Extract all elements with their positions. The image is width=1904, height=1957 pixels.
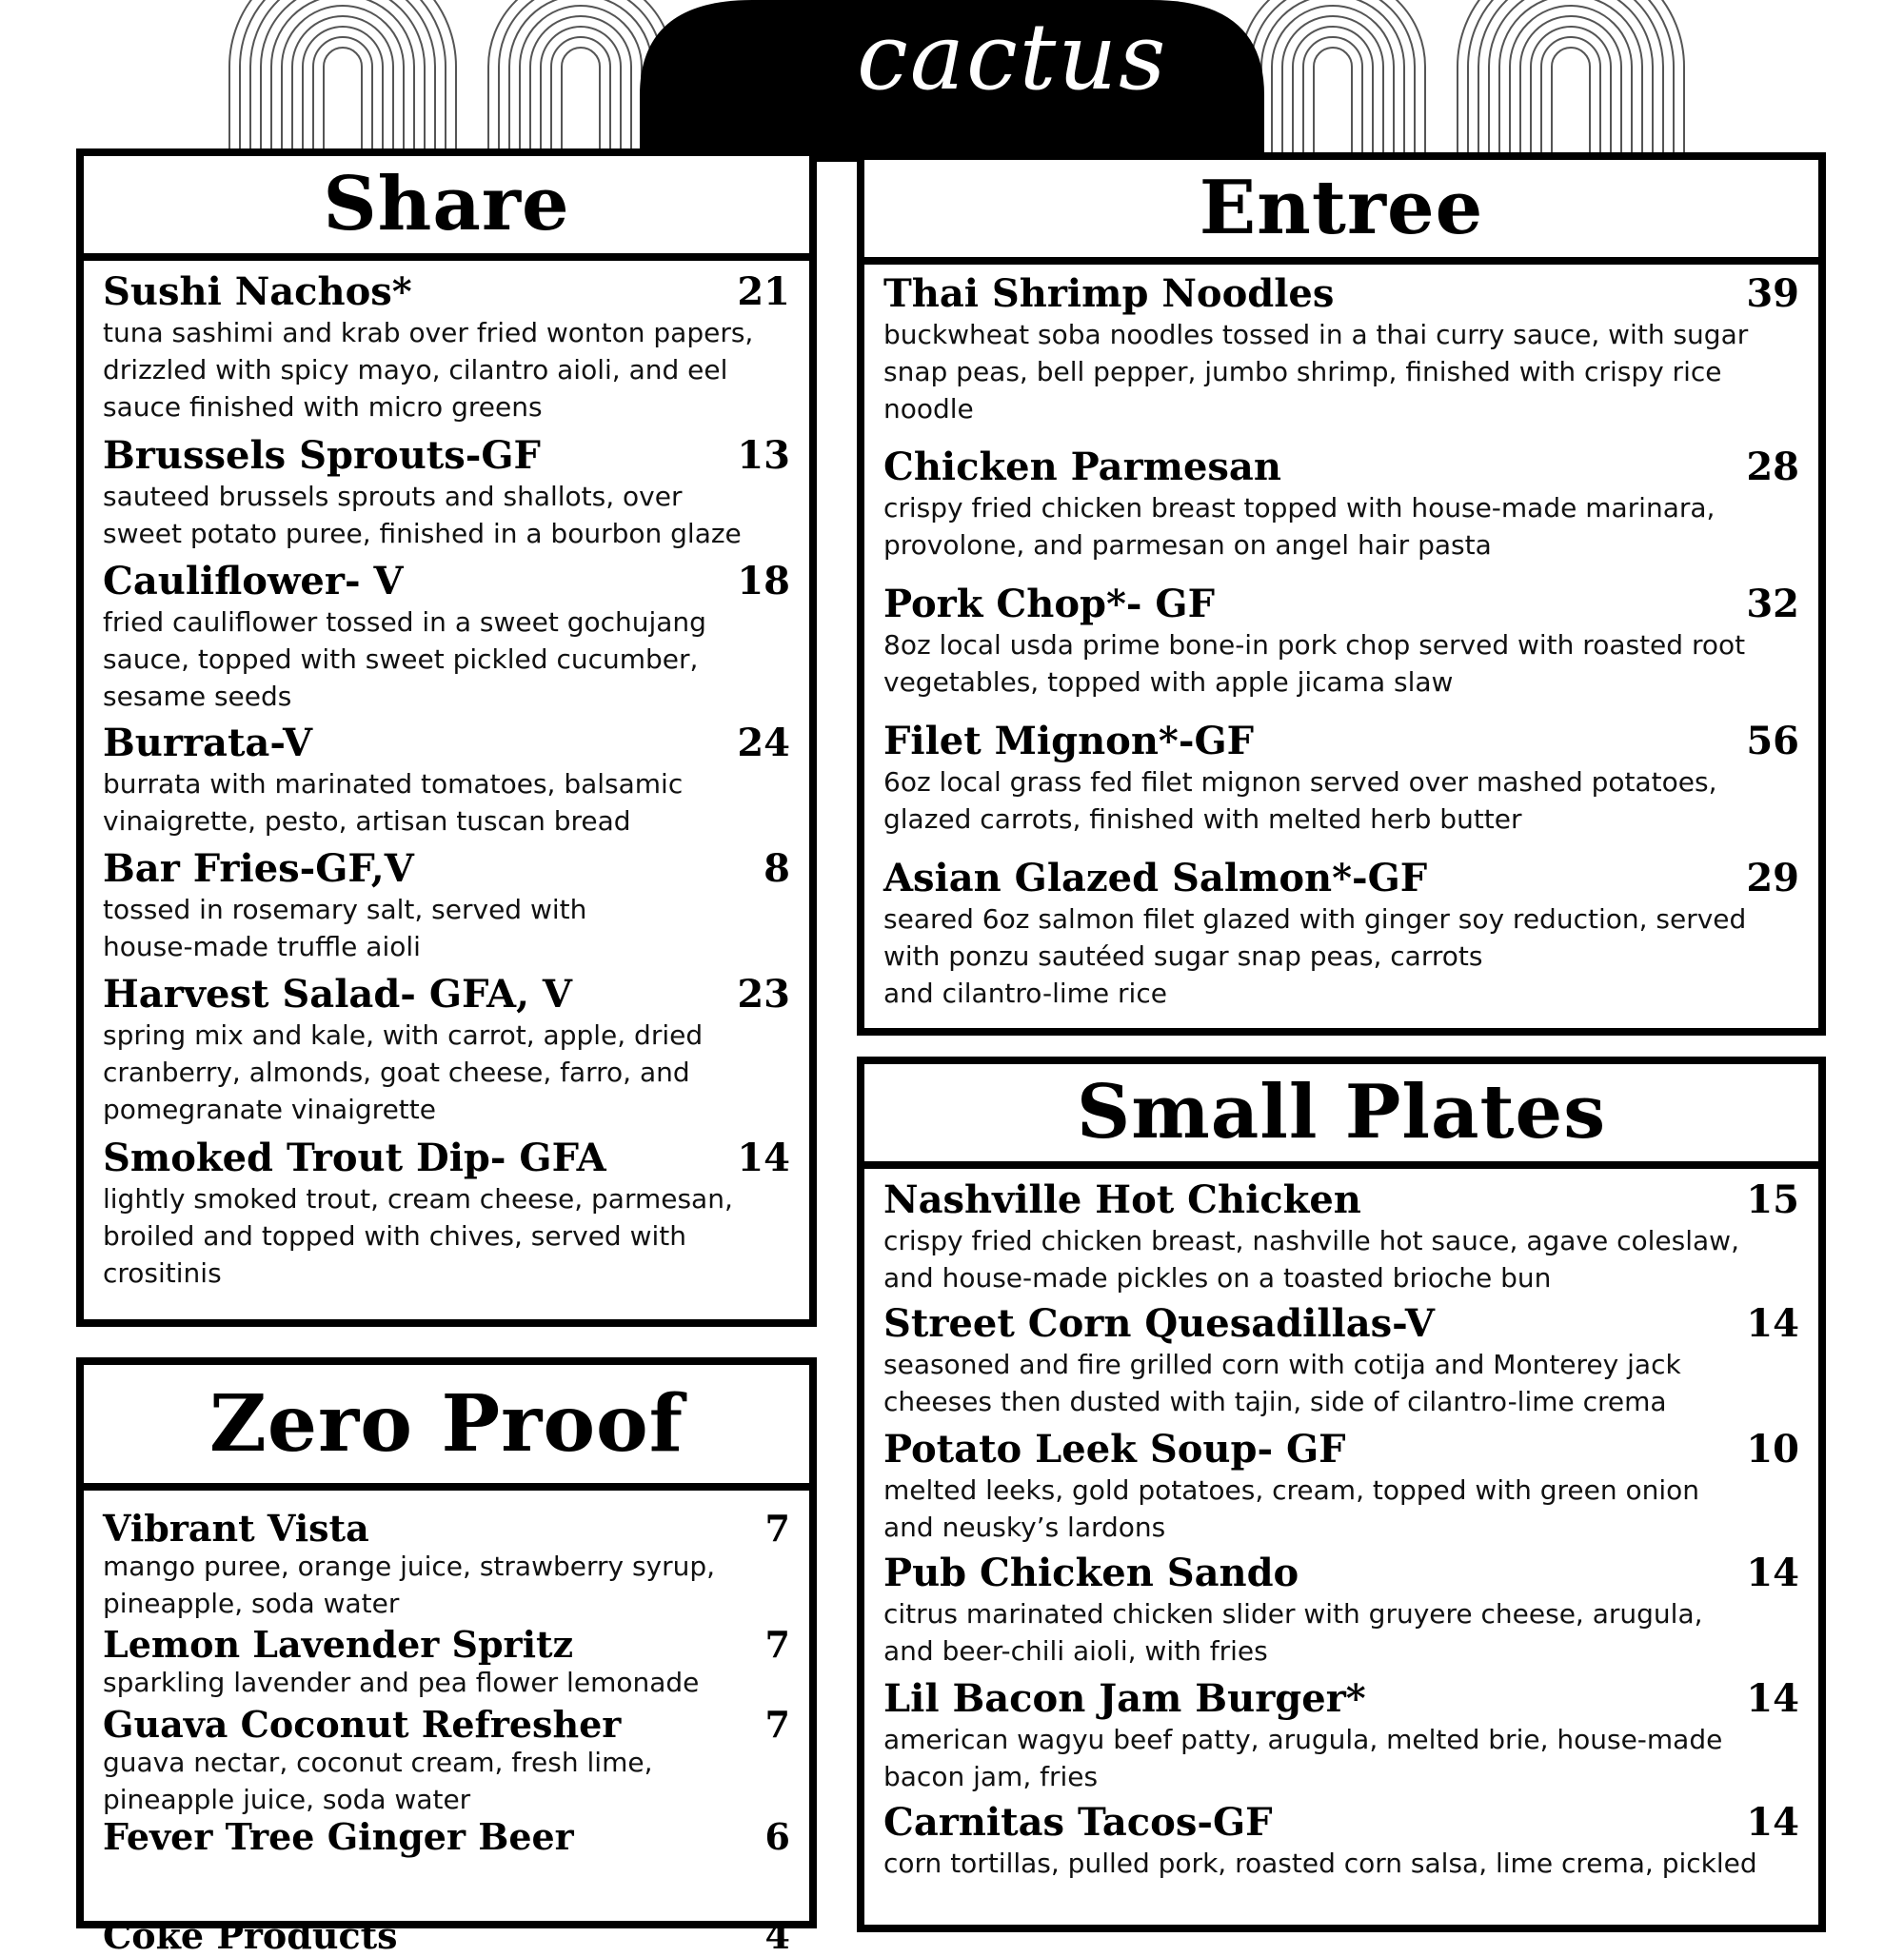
menu-item-header — [883, 857, 1799, 900]
menu-item-price: 18 — [737, 559, 790, 603]
arch-line — [1541, 37, 1600, 152]
menu-item-description: citrus marinated chicken slider with gruyere cheese, arugula, and beer-chili aioli, with fries — [883, 1598, 1703, 1667]
menu-item-description: seasoned and fire grilled corn with cotija and Monterey jack cheeses then dusted with tajin, side of cilantro-lime crema — [883, 1349, 1681, 1417]
arch-line — [1478, 0, 1663, 152]
menu-item-price: 4 — [764, 1914, 790, 1957]
share-title: Share — [84, 156, 809, 261]
menu-item-header — [103, 560, 790, 603]
menu-item — [103, 722, 790, 840]
menu-item-description: tuna sashimi and krab over fried wonton papers, drizzled with spicy mayo, cilantro aioli, and eel sauce finished with micro greens — [103, 317, 754, 423]
menu-item-name: Sushi Nachos* — [103, 269, 412, 314]
arch-line — [1272, 6, 1394, 152]
menu-item — [103, 1703, 790, 1818]
menu-item — [103, 1507, 790, 1622]
menu-item-header — [883, 1178, 1799, 1222]
menu-item — [103, 1137, 790, 1292]
menu-item — [883, 1801, 1799, 1882]
menu-item — [103, 847, 790, 965]
menu-item-header — [883, 1428, 1799, 1472]
menu-item-header — [103, 434, 790, 478]
menu-item-description: fried cauliflower tossed in a sweet gochujang sauce, topped with sweet pickled cucumber, sesame seeds — [103, 606, 706, 712]
menu-item-description: mango puree, orange juice, strawberry syrup, pineapple, soda water — [103, 1551, 716, 1619]
arch-line — [1510, 6, 1632, 152]
menu-item-price: 14 — [1746, 1676, 1799, 1721]
menu-item-price: 32 — [1746, 582, 1799, 626]
arch-line — [520, 6, 642, 152]
menu-item-price: 14 — [737, 1136, 790, 1180]
small-plates-title: Small Plates — [864, 1064, 1818, 1169]
menu-item-price: 7 — [764, 1507, 790, 1550]
entree-title: Entree — [864, 160, 1818, 265]
menu-item-header — [883, 1801, 1799, 1845]
menu-item-description: melted leeks, gold potatoes, cream, topped with green onion and neusky’s lardons — [883, 1474, 1700, 1543]
arch-line — [250, 0, 435, 152]
menu-item-name: Asian Glazed Salmon*-GF — [883, 856, 1428, 900]
arch-line — [1293, 27, 1373, 152]
menu-item-name: Vibrant Vista — [103, 1507, 369, 1550]
menu-item-name: Thai Shrimp Noodles — [883, 271, 1335, 316]
menu-item-name: Chicken Parmesan — [883, 445, 1281, 489]
menu-item-name: Smoked Trout Dip- GFA — [103, 1136, 606, 1180]
menu-item-name: Guava Coconut Refresher — [103, 1703, 622, 1746]
menu-item-price: 13 — [737, 433, 790, 478]
menu-item — [883, 445, 1799, 563]
arch-line — [551, 37, 610, 152]
menu-item-header — [883, 1552, 1799, 1595]
menu-item-name: Carnitas Tacos-GF — [883, 1800, 1273, 1845]
menu-item-header — [103, 973, 790, 1017]
arch-line — [1552, 48, 1590, 152]
menu-item-header — [103, 1623, 790, 1666]
menu-item — [103, 973, 790, 1128]
menu-item — [103, 1815, 790, 1858]
menu-item-header — [103, 1815, 790, 1858]
menu-item-name: Potato Leek Soup- GF — [883, 1427, 1346, 1472]
menu-item-name: Coke Products — [103, 1914, 398, 1957]
menu-item-price: 10 — [1746, 1427, 1799, 1472]
menu-item-description: guava nectar, coconut cream, fresh lime, pineapple juice, soda water — [103, 1747, 653, 1815]
menu-item-price: 56 — [1746, 719, 1799, 763]
arch-line — [324, 48, 362, 152]
arch-line — [282, 6, 404, 152]
menu-item-description: burrata with marinated tomatoes, balsamic vinaigrette, pesto, artisan tuscan bread — [103, 768, 684, 837]
menu-item-price: 14 — [1746, 1800, 1799, 1845]
menu-item-description: corn tortillas, pulled pork, roasted corn salsa, lime crema, pickled — [883, 1848, 1757, 1879]
arch-line — [1303, 37, 1362, 152]
menu-item-description: crispy fried chicken breast topped with house-made marinara, provolone, and parmesan on angel hair pasta — [883, 492, 1716, 561]
menu-item-price: 8 — [764, 846, 790, 891]
menu-item — [103, 270, 790, 425]
menu-item-description: sparkling lavender and pea flower lemonade — [103, 1667, 700, 1698]
arch-line — [313, 37, 372, 152]
menu-item-price: 14 — [1746, 1301, 1799, 1346]
zero-proof-section — [76, 1357, 817, 1957]
menu-item-name: Street Corn Quesadillas-V — [883, 1301, 1435, 1346]
menu-item-header — [103, 270, 790, 314]
menu-item-price: 28 — [1746, 445, 1799, 489]
menu-item-header — [103, 1914, 790, 1957]
menu-item-description: buckwheat soba noodles tossed in a thai curry sauce, with sugar snap peas, bell pepper, jumbo shrimp, finished with crispy rice noodle — [883, 319, 1749, 425]
menu-item-price: 21 — [737, 269, 790, 314]
menu-item-header — [883, 1677, 1799, 1721]
menu-item-name: Pub Chicken Sando — [883, 1551, 1299, 1595]
arch-line — [541, 27, 621, 152]
menu-item-header — [883, 445, 1799, 489]
menu-item — [103, 560, 790, 715]
menu-item-price: 15 — [1746, 1177, 1799, 1222]
menu-item — [103, 1914, 790, 1957]
menu-item-name: Fever Tree Ginger Beer — [103, 1815, 574, 1858]
menu-item-name: Nashville Hot Chicken — [883, 1177, 1361, 1222]
menu-item-header — [103, 1507, 790, 1550]
menu-item — [103, 1623, 790, 1701]
zero-proof-title: Zero Proof — [84, 1365, 809, 1491]
share-section — [76, 148, 817, 1327]
menu-item-name: Brussels Sprouts-GF — [103, 433, 541, 478]
menu-item — [883, 1178, 1799, 1296]
menu-item-name: Pork Chop*- GF — [883, 582, 1215, 626]
header-decoration — [0, 0, 1904, 162]
arch-line — [229, 0, 456, 152]
menu-item-name: Lemon Lavender Spritz — [103, 1623, 574, 1666]
menu-item-price: 24 — [737, 721, 790, 765]
menu-item-name: Cauliflower- V — [103, 559, 404, 603]
menu-item-description: crispy fried chicken breast, nashville hot sauce, agave coleslaw, and house-made pickles on a toasted brioche bun — [883, 1225, 1739, 1294]
small-plates-section — [857, 1057, 1826, 1932]
menu-item-price: 29 — [1746, 856, 1799, 900]
menu-item — [883, 1677, 1799, 1795]
arch-line — [303, 27, 383, 152]
entree-section — [857, 152, 1826, 1036]
menu-item-price: 7 — [764, 1623, 790, 1666]
menu-item-header — [883, 1302, 1799, 1346]
menu-item — [883, 272, 1799, 427]
arch-line — [1458, 0, 1684, 152]
menu-item — [103, 434, 790, 552]
menu-item-description: 6oz local grass fed filet mignon served over mashed potatoes, glazed carrots, finished with melted herb butter — [883, 766, 1717, 835]
menu-item-name: Harvest Salad- GFA, V — [103, 972, 572, 1017]
menu-item-price: 23 — [737, 972, 790, 1017]
menu-item-price: 39 — [1746, 271, 1799, 316]
menu-item-header — [103, 847, 790, 891]
menu-item-description: american wagyu beef patty, arugula, melted brie, house-made bacon jam, fries — [883, 1724, 1723, 1792]
menu-item-description: 8oz local usda prime bone-in pork chop served with roasted root vegetables, topped with apple jicama slaw — [883, 629, 1746, 698]
arch-line — [1314, 48, 1352, 152]
menu-item-header — [103, 1137, 790, 1180]
menu-item-name: Lil Bacon Jam Burger* — [883, 1676, 1366, 1721]
menu-item-name: Filet Mignon*-GF — [883, 719, 1255, 763]
menu-item-header — [103, 1703, 790, 1746]
arch-line — [1240, 0, 1425, 152]
menu-item-description: seared 6oz salmon filet glazed with ginger soy reduction, served with ponzu sautéed sugar snap peas, carrots and cilantro-lime rice — [883, 903, 1747, 1009]
menu-item-header — [883, 720, 1799, 763]
menu-item-header — [103, 722, 790, 765]
arch-line — [562, 48, 600, 152]
menu-item-price: 14 — [1746, 1551, 1799, 1595]
menu-item — [883, 720, 1799, 838]
menu-item-name: Bar Fries-GF,V — [103, 846, 414, 891]
menu-item-description: tossed in rosemary salt, served with house-made truffle aioli — [103, 894, 587, 962]
menu-item — [883, 1552, 1799, 1670]
menu-item-name: Burrata-V — [103, 721, 313, 765]
menu-item-price: 7 — [764, 1703, 790, 1746]
menu-item — [883, 583, 1799, 701]
menu-item-header — [883, 272, 1799, 316]
menu-item-price: 6 — [764, 1815, 790, 1858]
menu-item-description: spring mix and kale, with carrot, apple, dried cranberry, almonds, goat cheese, farro, and pomegranate vinaigrette — [103, 1019, 704, 1125]
menu-item-description: lightly smoked trout, cream cheese, parmesan, broiled and topped with chives, served with crositinis — [103, 1183, 733, 1289]
menu-item-header — [883, 583, 1799, 626]
menu-item — [883, 1302, 1799, 1420]
menu-item — [883, 857, 1799, 1012]
menu-item-description: sauteed brussels sprouts and shallots, over sweet potato puree, finished in a bourbon glaze — [103, 481, 742, 549]
logo-cactus: cactus — [857, 4, 1168, 110]
menu-item — [883, 1428, 1799, 1546]
arch-line — [1531, 27, 1611, 152]
